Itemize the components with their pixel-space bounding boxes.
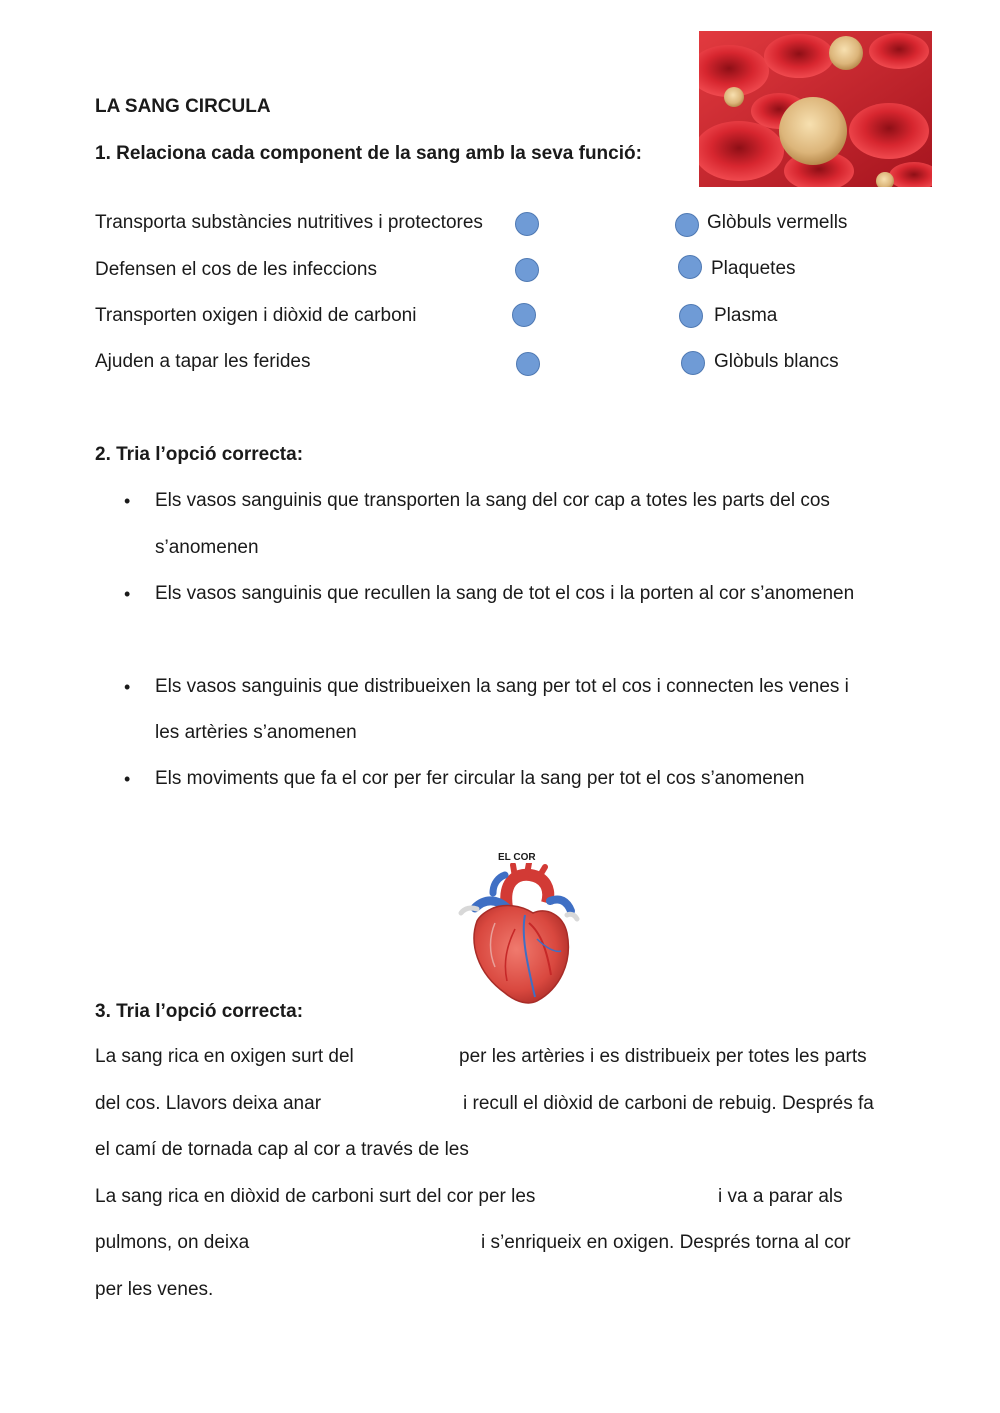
heart-label: EL COR — [498, 852, 536, 863]
q3-text: per les venes. — [95, 1279, 214, 1300]
blood-cells-image — [699, 31, 932, 187]
bullet-marker: • — [124, 769, 131, 789]
bullet-marker: • — [124, 677, 131, 697]
q2-bullet-text: Els vasos sanguinis que distribueixen la sang per tot el cos i connecten les venes i — [155, 676, 849, 697]
q2-bullet-text: s’anomenen — [155, 537, 259, 558]
q1-right-item: Plaquetes — [711, 258, 796, 279]
match-dot-left[interactable] — [516, 352, 540, 376]
q3-text: el camí de tornada cap al cor a través de les — [95, 1139, 469, 1160]
match-dot-right[interactable] — [681, 351, 705, 375]
q1-right-item: Plasma — [714, 305, 778, 326]
q1-left-item: Defensen el cos de les infeccions — [95, 259, 377, 280]
q3-heading: 3. Tria l’opció correcta: — [95, 1001, 304, 1022]
q3-text: La sang rica en diòxid de carboni surt del cor per les — [95, 1186, 536, 1207]
q3-text: La sang rica en oxigen surt del — [95, 1046, 354, 1067]
q3-text: per les artèries i es distribueix per totes les parts — [459, 1046, 867, 1067]
page-title: LA SANG CIRCULA — [95, 96, 271, 117]
match-dot-right[interactable] — [678, 255, 702, 279]
q3-text: del cos. Llavors deixa anar — [95, 1093, 322, 1114]
q3-text: pulmons, on deixa — [95, 1232, 250, 1253]
bullet-marker: • — [124, 491, 131, 511]
heart-illustration — [455, 863, 580, 1008]
q1-right-item: Glòbuls vermells — [707, 212, 848, 233]
match-dot-right[interactable] — [679, 304, 703, 328]
q1-heading: 1. Relaciona cada component de la sang amb la seva funció: — [95, 143, 642, 164]
q2-bullet-text: les artèries s’anomenen — [155, 722, 357, 743]
bullet-marker: • — [124, 584, 131, 604]
q2-bullet-text: Els vasos sanguinis que recullen la sang de tot el cos i la porten al cor s’anomenen — [155, 583, 855, 604]
q3-text: i s’enriqueix en oxigen. Després torna al cor — [481, 1232, 851, 1253]
q2-bullet-text: Els vasos sanguinis que transporten la sang del cor cap a totes les parts del cos — [155, 490, 830, 511]
q1-right-item: Glòbuls blancs — [714, 351, 839, 372]
q2-heading: 2. Tria l’opció correcta: — [95, 444, 304, 465]
q1-left-item: Transporten oxigen i diòxid de carboni — [95, 305, 417, 326]
q3-text: i va a parar als — [718, 1186, 843, 1207]
q3-text: i recull el diòxid de carboni de rebuig. Després fa — [463, 1093, 874, 1114]
q1-left-item: Ajuden a tapar les ferides — [95, 351, 311, 372]
match-dot-left[interactable] — [515, 258, 539, 282]
match-dot-left[interactable] — [512, 303, 536, 327]
q1-left-item: Transporta substàncies nutritives i protectores — [95, 212, 483, 233]
q2-bullet-text: Els moviments que fa el cor per fer circular la sang per tot el cos s’anomenen — [155, 768, 805, 789]
match-dot-left[interactable] — [515, 212, 539, 236]
match-dot-right[interactable] — [675, 213, 699, 237]
